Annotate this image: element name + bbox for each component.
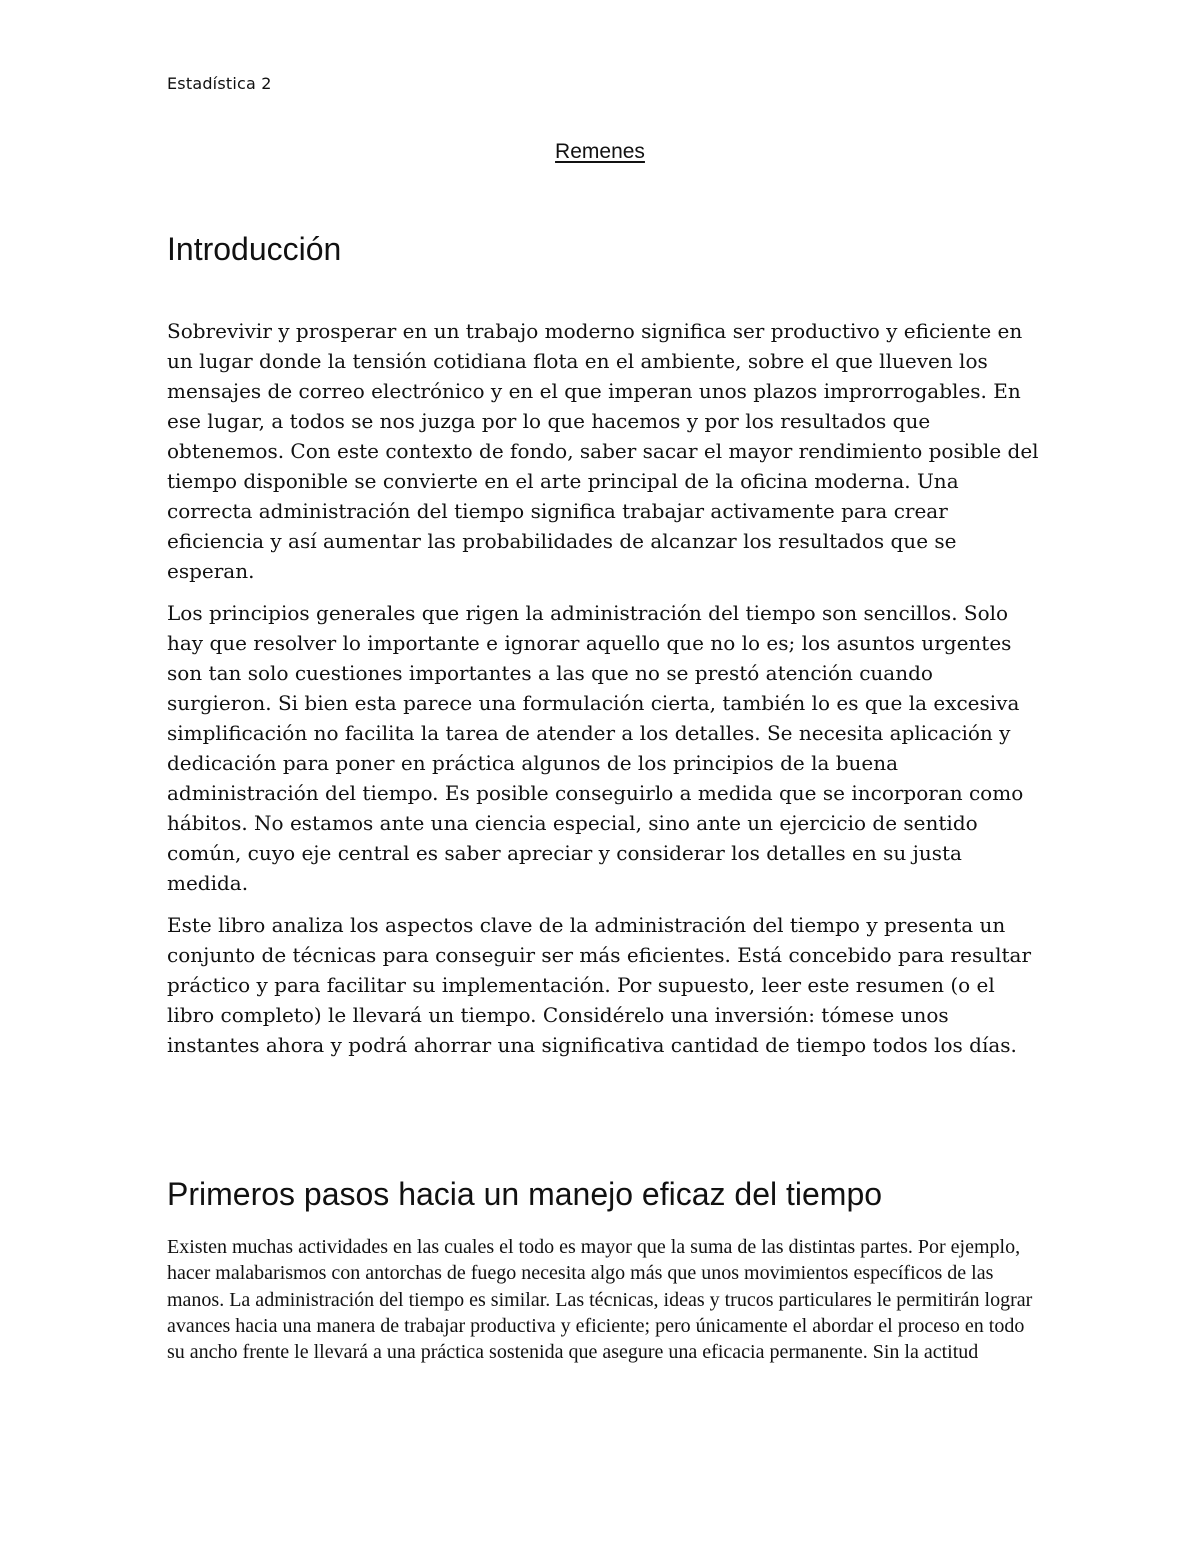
section-heading-introduccion: Introducción	[167, 231, 342, 267]
document-title	[0, 140, 1200, 164]
document-title-text: Remenes	[555, 140, 645, 163]
paragraph: Los principios generales que rigen la administración del tiempo son sencillos. Solo hay que resolver lo importante e ignorar aquello que no lo es; los asuntos urgentes son tan solo cuestiones importantes a las que no se prestó atención cuando surgieron. Si bien esta parece una formulación cierta, también lo es que la excesiva simplificación no facilita la tarea de atender a los detalles. Se necesita aplicación y dedicación para poner en práctica algunos de los principios de la buena administración del tiempo. Es posible conseguirlo a medida que se incorporan como hábitos. No estamos ante una ciencia especial, sino ante un ejercicio de sentido común, cuyo eje central es saber apreciar y considerar los detalles en su justa medida.	[167, 601, 1024, 895]
section-heading-primeros-pasos: Primeros pasos hacia un manejo eficaz del tiempo	[167, 1176, 883, 1212]
introduccion-body	[167, 316, 1042, 1072]
paragraph: Este libro analiza los aspectos clave de la administración del tiempo y presenta un conjunto de técnicas para conseguir ser más eficientes. Está concebido para resultar práctico y para facilitar su implementación. Por supuesto, leer este resumen (o el libro completo) le llevará un tiempo. Considérelo una inversión: tómese unos instantes ahora y podrá ahorrar una significativa cantidad de tiempo todos los días.	[167, 913, 1032, 1057]
paragraph: Existen muchas actividades en las cuales el todo es mayor que la suma de las distintas partes. Por ejemplo, hacer malabarismos con antorchas de fuego necesita algo más que unos movimientos específicos de las manos. La administración del tiempo es similar. Las técnicas, ideas y trucos particulares le permitirán lograr avances hacia una manera de trabajar productiva y eficiente; pero únicamente el abordar el proceso en todo su ancho frente le llevará a una práctica sostenida que asegure una eficacia permanente. Sin la actitud	[167, 1236, 1033, 1364]
running-header: Estadística 2	[167, 74, 272, 93]
paragraph: Sobrevivir y prosperar en un trabajo moderno significa ser productivo y eficiente en un lugar donde la tensión cotidiana flota en el ambiente, sobre el que llueven los mensajes de correo electrónico y en el que imperan unos plazos improrrogables. En ese lugar, a todos se nos juzga por lo que hacemos y por los resultados que obtenemos. Con este contexto de fondo, saber sacar el mayor rendimiento posible del tiempo disponible se convierte en el arte principal de la oficina moderna. Una correcta administración del tiempo significa trabajar activamente para crear eficiencia y así aumentar las probabilidades de alcanzar los resultados que se esperan.	[167, 319, 1039, 583]
